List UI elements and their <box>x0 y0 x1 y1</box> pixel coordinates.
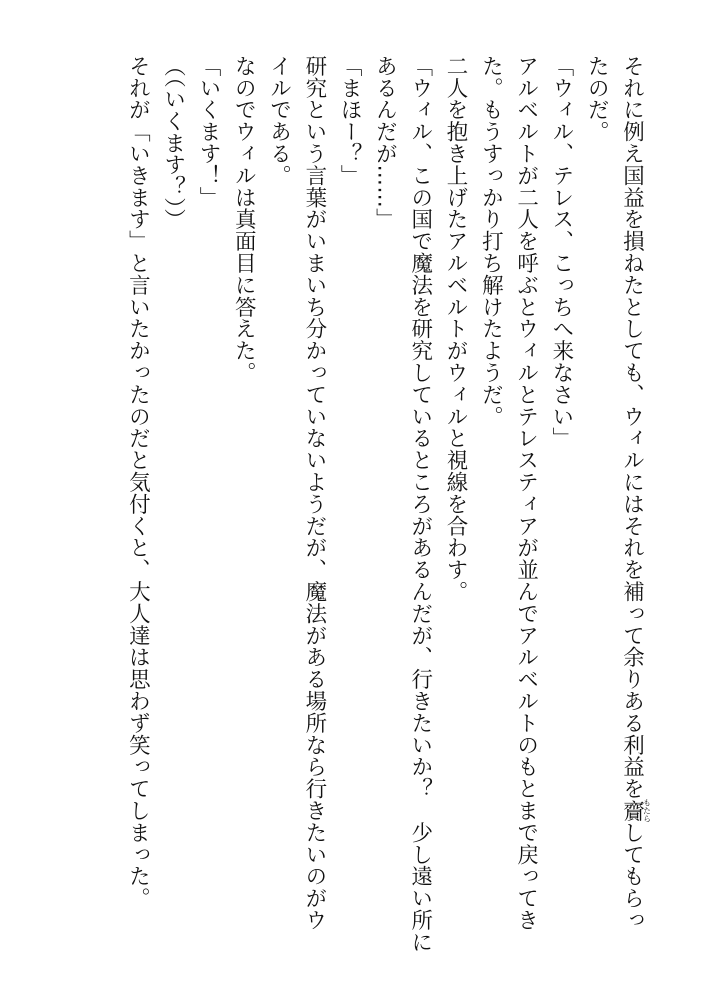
text-line-1-after-ruby: してもらっ <box>619 821 645 932</box>
ruby-annotated-word <box>619 798 652 823</box>
text-line-5: た。もうすっかり打ち解けたようだ。 <box>478 55 504 428</box>
text-line-1-before-ruby: それに例え国益を損ねたとしても、ウィルにはそれを補って余りある利益を <box>619 55 645 800</box>
text-line-8: あるんだが……」 <box>372 55 398 231</box>
text-line-3: 「ウィル、テレス、こっちへ来なさい」 <box>548 55 574 450</box>
vertical-text-body <box>120 55 652 953</box>
text-line-13: 「いくます！」 <box>195 55 221 209</box>
text-line-10: 研究という言葉がいまいち分かっていないようだが、魔法がある場所なら行きたいのがウ <box>301 55 327 931</box>
text-line-7: 「ウィル、この国で魔法を研究しているところがあるんだが、行きたいか？ 少し遠い所に <box>407 55 433 953</box>
text-line-6: 二人を抱き上げたアルベルトがウィルと視線を合わす。 <box>443 55 469 603</box>
ruby-base: 齎 <box>619 798 645 823</box>
text-line-2: たのだ。 <box>584 55 610 143</box>
text-line-12: なのでウィルは真面目に答えた。 <box>231 55 257 384</box>
text-line-1 <box>614 55 651 945</box>
text-line-9: 「まほー？」 <box>337 55 363 187</box>
ruby-reading: もたら <box>642 798 652 823</box>
text-line-4: アルベルトが二人を呼ぶとウィルとテレスティアが並んでアルベルトのもとまで戻ってき <box>513 55 539 931</box>
text-line-15: それが「いきます」と言いたかったのだと気付くと、大人達は思わず笑ってしまった。 <box>125 55 151 910</box>
text-line-14: （（いくます？）） <box>160 55 186 231</box>
text-line-11: イルである。 <box>266 55 292 187</box>
